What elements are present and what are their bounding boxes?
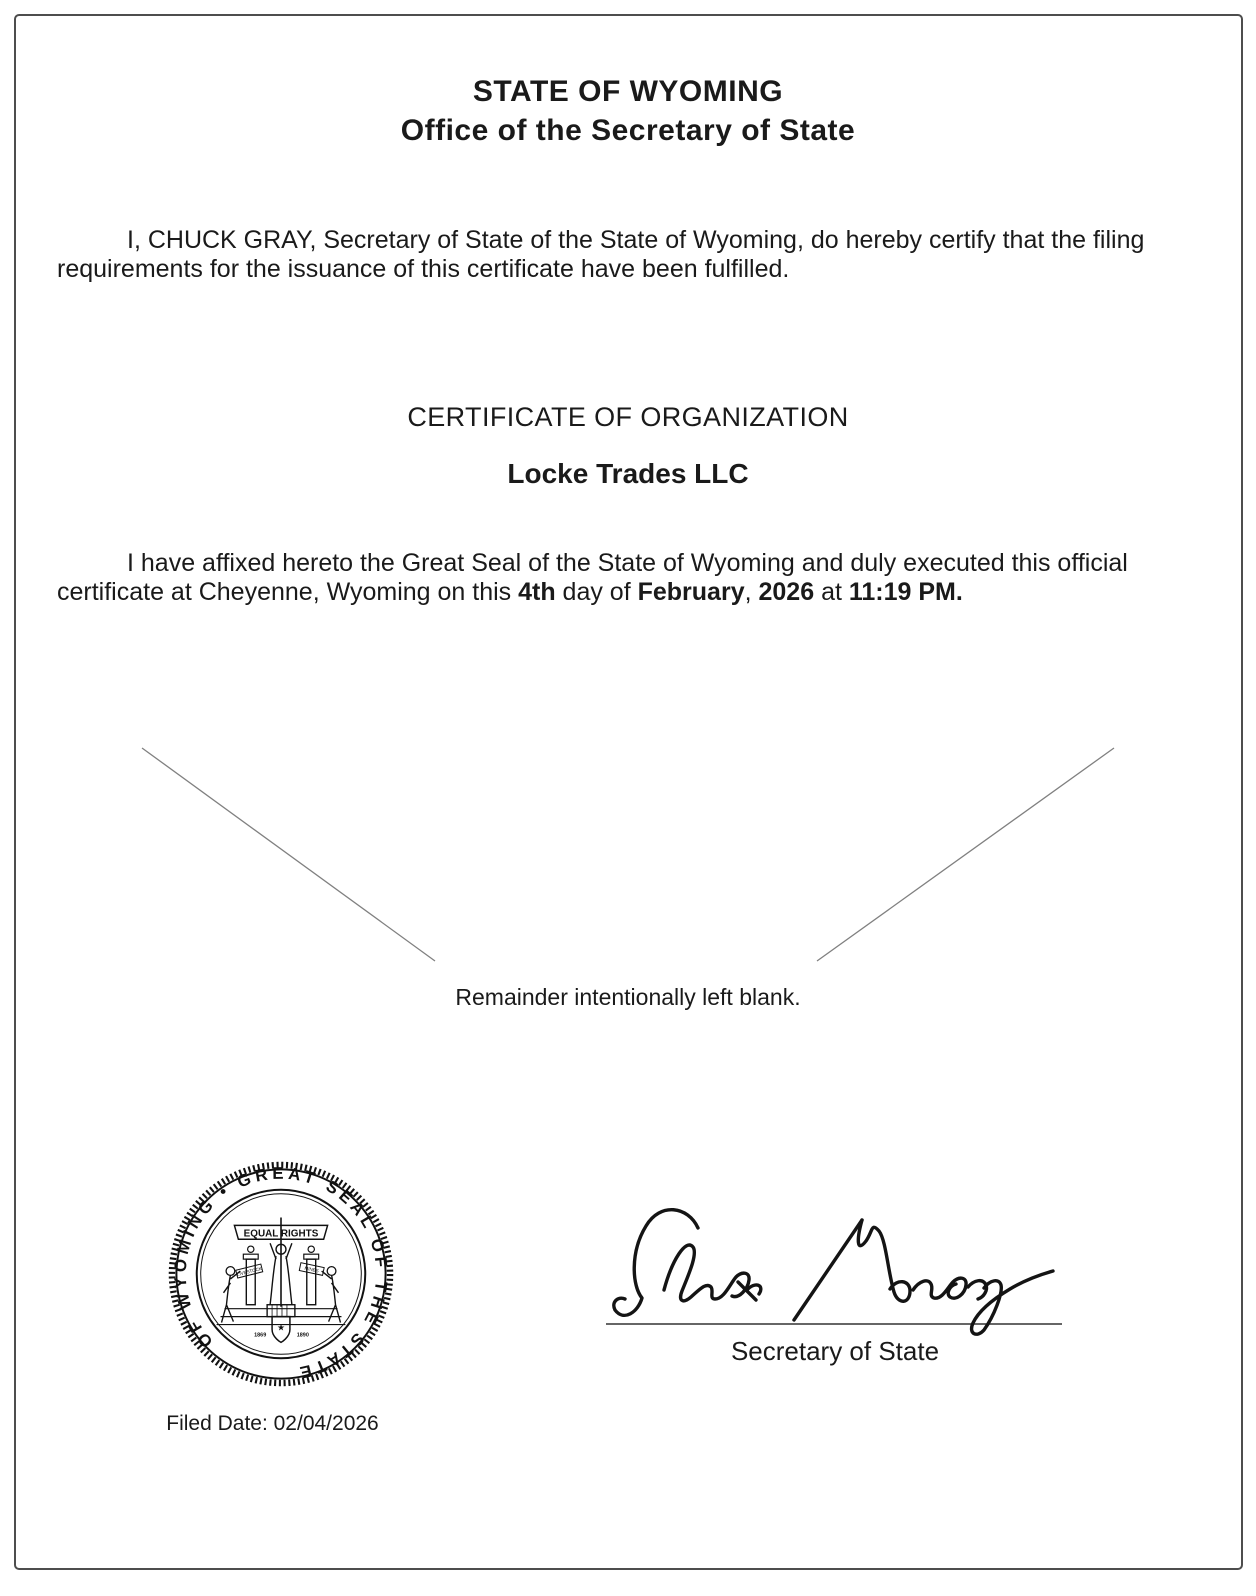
execution-day: 4th xyxy=(518,578,556,606)
certification-statement: I, CHUCK GRAY, Secretary of State of the State of Wyoming, do hereby certify that the filing requirements for the issuance of this certificate have been fulfilled. xyxy=(57,226,1145,283)
document-header xyxy=(0,72,1256,150)
seal-year-right: 1890 xyxy=(296,1332,309,1339)
remainder-note: Remainder intentionally left blank. xyxy=(455,984,801,1010)
secretary-signature xyxy=(598,1188,1070,1340)
wyoming-great-seal xyxy=(167,1160,395,1388)
execution-text-prefix: I have affixed hereto the Great Seal of the State of Wyoming and duly executed this official certificate at Cheyenne, Wyoming on this xyxy=(57,549,1128,606)
execution-time: 11:19 PM. xyxy=(848,578,963,606)
seal-right-banner-text: MINES xyxy=(304,1265,320,1274)
certificate-type-heading: CERTIFICATE OF ORGANIZATION xyxy=(407,402,849,432)
filed-date: Filed Date: 02/04/2026 xyxy=(166,1412,379,1435)
execution-sep-1: day of xyxy=(555,578,638,606)
seal-year-left: 1869 xyxy=(254,1332,267,1339)
execution-month: February xyxy=(637,578,745,606)
execution-sep-3: at xyxy=(814,578,849,606)
document-subtitle: Office of the Secretary of State xyxy=(400,114,856,147)
seal-star-icon: ★ xyxy=(277,1322,285,1333)
execution-sep-2: , xyxy=(744,578,759,606)
seal-ring-text: OF WYOMING • GREAT SEAL OF THE STATE xyxy=(170,1163,392,1383)
execution-year: 2026 xyxy=(758,578,815,606)
decorative-v-lines xyxy=(0,740,1256,972)
document-title: STATE OF WYOMING xyxy=(472,75,784,108)
signer-title: Secretary of State xyxy=(730,1336,940,1366)
execution-statement xyxy=(57,549,1199,607)
seal-banner-text: EQUAL RIGHTS xyxy=(243,1228,319,1240)
company-name: Locke Trades LLC xyxy=(507,458,749,489)
seal-left-banner-text: LIVESTOCK xyxy=(236,1265,263,1277)
